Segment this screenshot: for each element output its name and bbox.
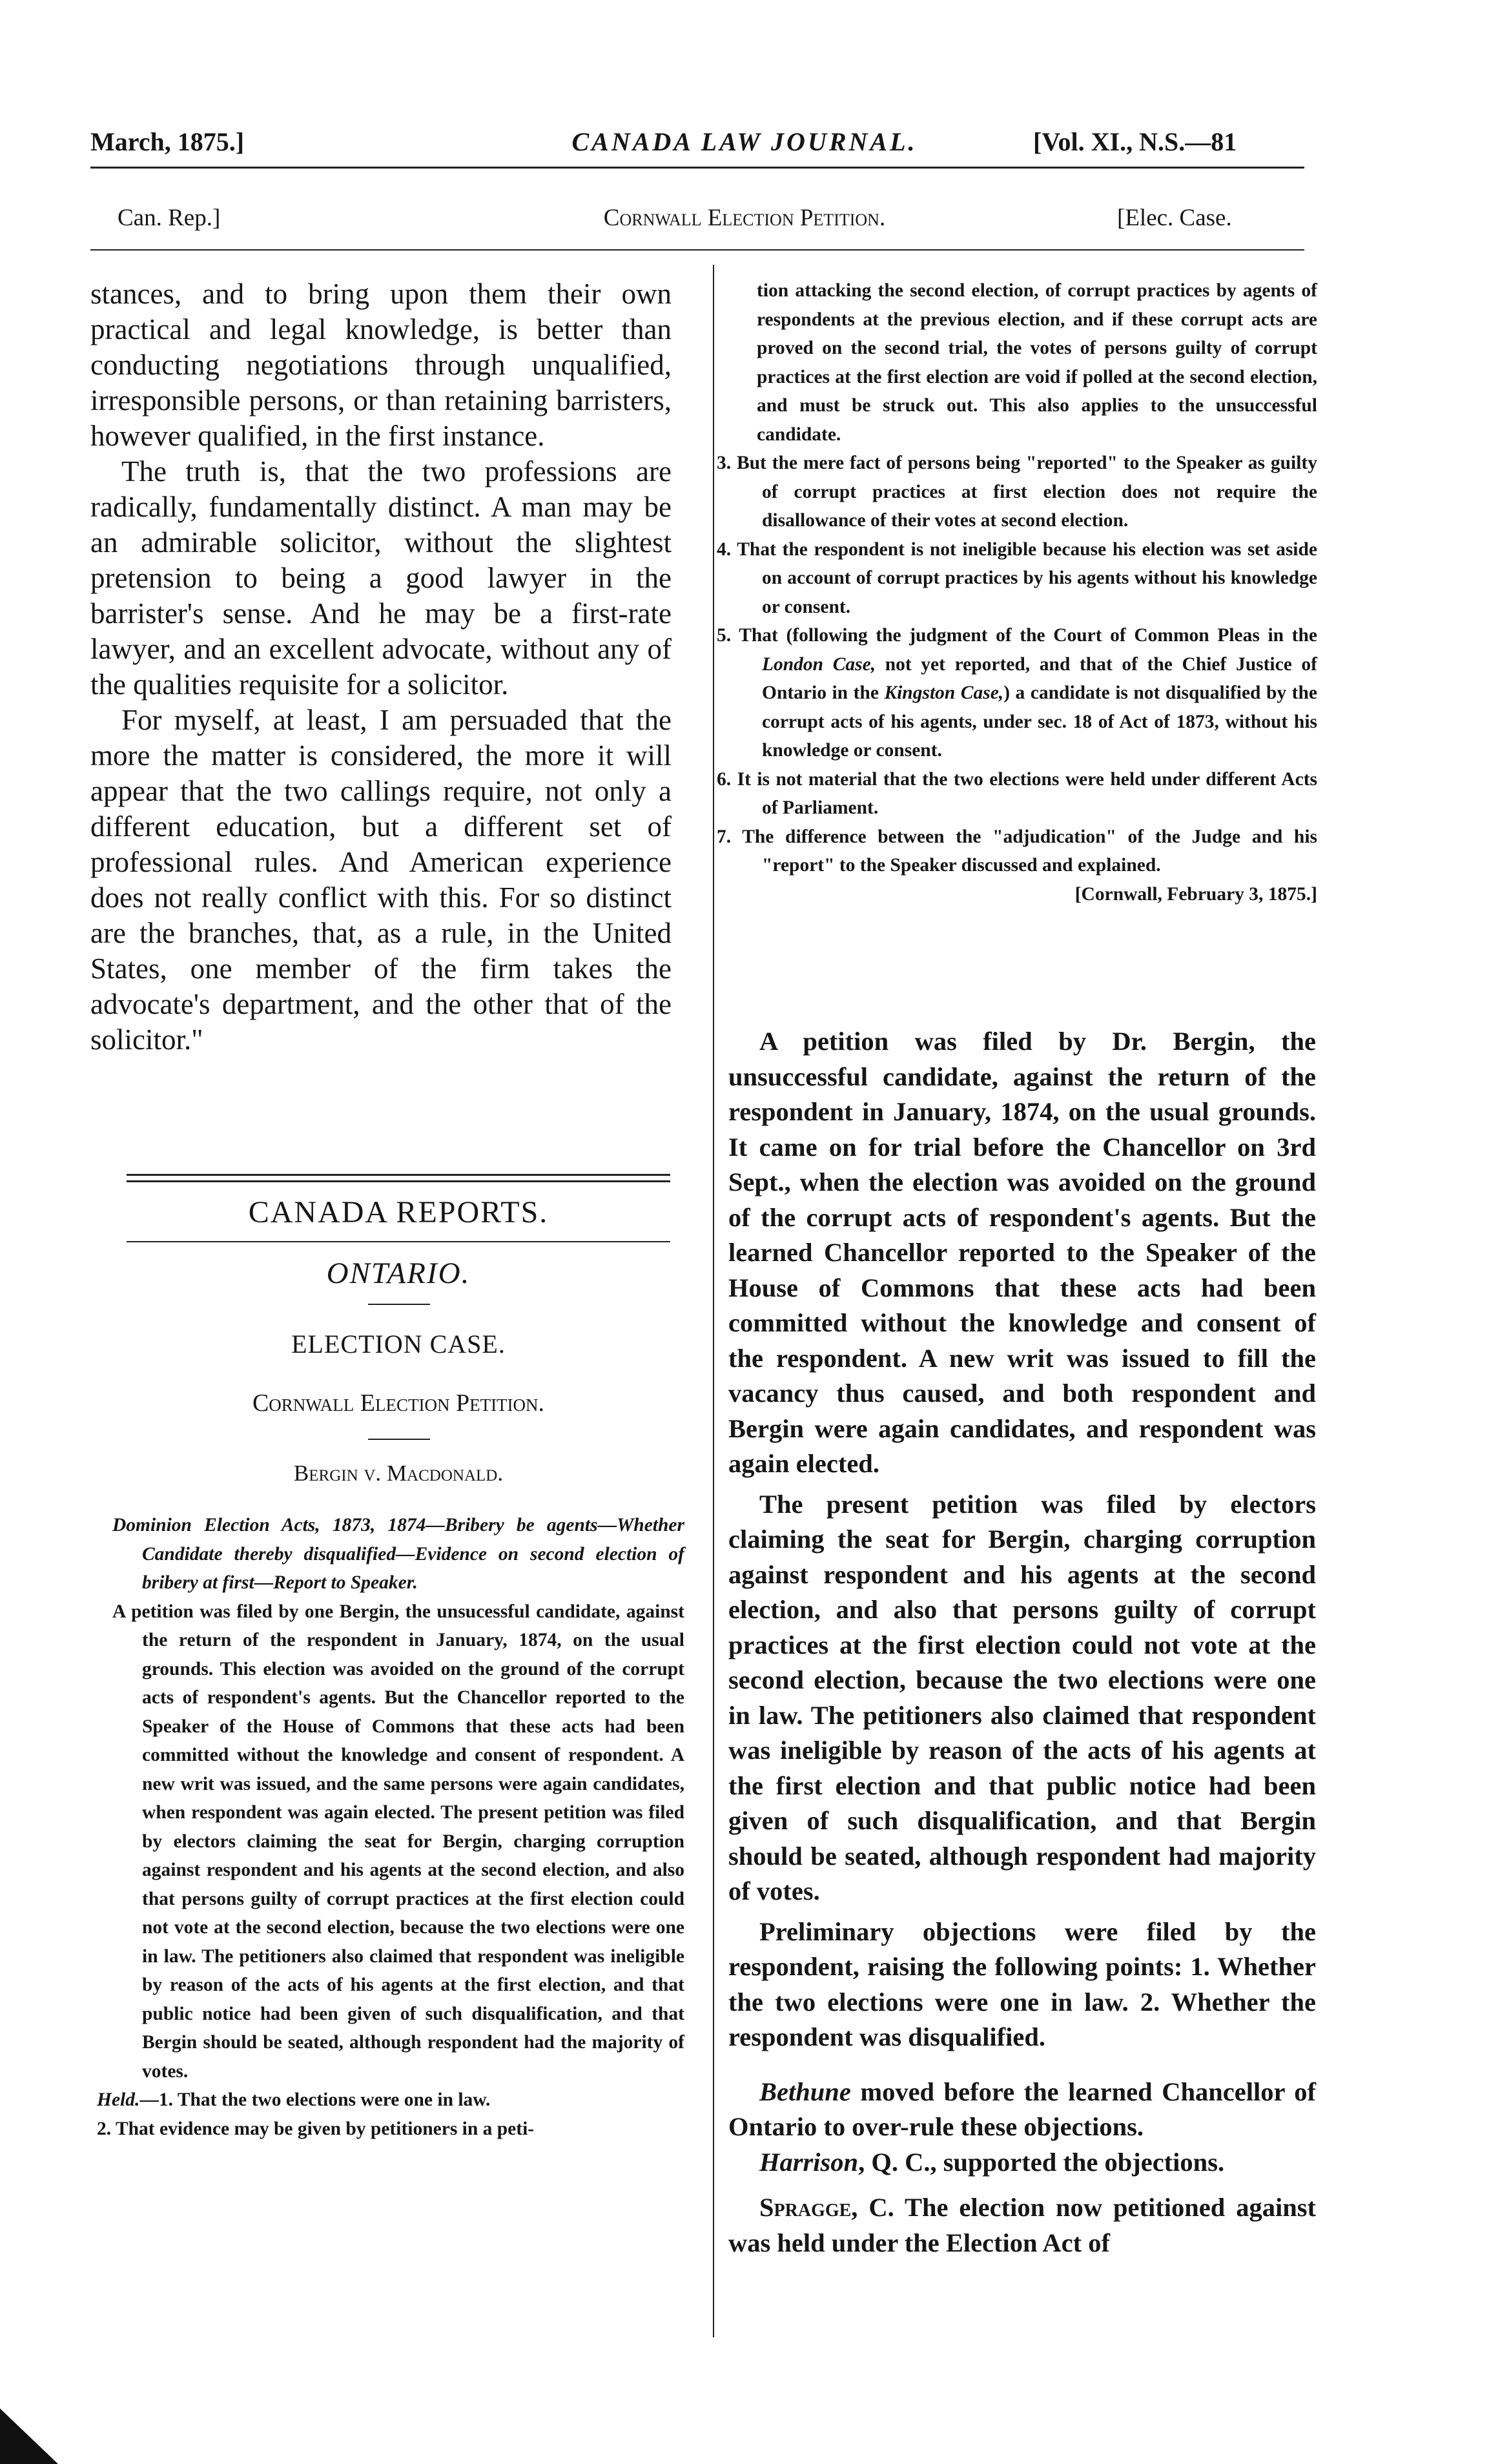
bethune-text: moved before the learned Chancellor of Ontario to over-rule these objections.	[728, 2077, 1316, 2141]
double-rule-top	[127, 1174, 670, 1176]
headnote	[97, 1511, 684, 2143]
running-header-journal: CANADA LAW JOURNAL.	[571, 127, 918, 156]
held-5-london: London Case,	[762, 653, 876, 675]
held-point-3: 3. But the mere fact of persons being "reported" to the Speaker as guilty of corrupt practices at first election does not require the disallowance of their votes at second election.	[717, 453, 1317, 531]
parties-line: Bergin v. Macdonald.	[293, 1461, 504, 1486]
held-point-5	[717, 621, 1317, 765]
right-column-body	[728, 1024, 1316, 2261]
held-point-7: 7. The difference between the "adjudication" of the Judge and his "report" to the Speaker discussed and explained.	[717, 826, 1317, 876]
section-header-left: Can. Rep.]	[118, 205, 221, 231]
held-5-part-a: 5. That (following the judgment of the Court of Common Pleas in the	[717, 625, 1317, 646]
left-paragraph-3: For myself, at least, I am persuaded that the more the matter is considered, the more it will appear that the two callings require, not only a different education, but a different set of professional rules. And American experience does not really conflict with this. For so distinct are the branches, that, as a rule, in the United States, one member of the firm takes the advocate's department, and the other that of the solicitor."	[90, 704, 672, 1056]
harrison-name: Harrison	[759, 2147, 859, 2177]
held-5-kingston: Kingston Case,	[884, 683, 1004, 703]
section-header-right: [Elec. Case.	[1117, 205, 1232, 231]
held-point-1	[97, 2086, 684, 2115]
left-opening-paragraph: stances, and to bring upon them their own practical and legal knowledge, is better than conducting negotiations through unqualified, irresponsible persons, or than retaining barristers, however qualified, in the first instance.	[90, 278, 672, 452]
header-rule	[90, 167, 1304, 169]
held-point-4: 4. That the respondent is not ineligible because his election was set aside on account of corrupt practices by his agents without his knowledge or consent.	[717, 539, 1317, 617]
held-label: Held.	[97, 2089, 140, 2110]
running-header-date: March, 1875.]	[90, 127, 245, 156]
ontario-rule	[368, 1304, 430, 1305]
held-1-text: —1. That the two elections were one in law.	[139, 2089, 491, 2110]
section-header-rule	[90, 249, 1304, 251]
column-divider	[713, 265, 714, 2337]
dateline: [Cornwall, February 3, 1875.]	[1074, 883, 1317, 905]
held-point-2-continued: tion attacking the second election, of corrupt practices by agents of respondents at the previous election, and if these corrupt acts are proved on the second trial, the votes of persons guilty of corrupt practices at the first election are void if polled at the second election, and must be struck out. This also applies to the unsuccessful candidate.	[757, 280, 1317, 445]
canada-reports-rule	[127, 1241, 670, 1242]
spragge-name: Spragge, C.	[759, 2193, 894, 2222]
spragge-text: The election now petitioned against was held under the Election Act of	[728, 2193, 1316, 2257]
held-point-2-start: 2. That evidence may be given by petitioners in a peti-	[97, 2118, 535, 2139]
bethune-paragraph	[728, 2075, 1316, 2145]
double-rule-bottom	[127, 1180, 670, 1182]
petition-title: Cornwall Election Petition.	[252, 1390, 545, 1417]
section-header-center: Cornwall Election Petition.	[603, 205, 886, 231]
headnote-summary: A petition was filed by one Bergin, the unsucessful candidate, against the return of the respondent in January, 1874, on the usual grounds. This election was avoided on the ground of the corrupt acts of respondent's agents. But the Chancellor reported to the Speaker of the House of Commons that these acts had been committed without the knowledge and consent of respondent. A new writ was issued, and the same persons were again candidates, when respondent was again elected. The present petition was filed by electors claiming the seat for Bergin, charging corruption against respondent and his agents at the second election, and also that persons guilty of corrupt practices at the first election could not vote at the second election, because the two elections were one in law. The petitioners also claimed that respondent was ineligible by reason of the acts of his agents at the first election, and that public notice had been given of such disqualification, and that Bergin should be seated, although respondent had the majority of votes.	[112, 1601, 684, 2082]
scan-edge-mark	[0, 2408, 58, 2464]
spragge-paragraph	[728, 2190, 1316, 2261]
held-point-6: 6. It is not material that the two elections were held under different Acts of Parliament.	[717, 768, 1317, 818]
right-paragraph-2: The present petition was filed by electors claiming the seat for Bergin, charging corruption against respondent and his agents at the second election, and also that persons guilty of corrupt practices at the first election could not vote at the second election, because the two elections were one in law. The petitioners also claimed that respondent was ineligible by reason of the acts of his agents at the first election and that public notice had been given of such disqualification, and that Bergin should be seated, although respondent had majority of votes.	[728, 1489, 1316, 1905]
ontario-heading: ONTARIO.	[326, 1257, 471, 1290]
held-5-part-b: not yet reported, and that of the Chief Justice of Ontario in the	[762, 653, 1317, 703]
canada-reports-heading: CANADA REPORTS.	[248, 1195, 549, 1229]
running-header-volume: [Vol. XI., N.S.—81	[1033, 127, 1237, 156]
held-5-part-c: ) a candidate is not disqualified by the corrupt acts of his agents, under sec. 18 of Act of 1873, without his knowledge or consent.	[762, 683, 1317, 761]
harrison-paragraph	[728, 2145, 1316, 2181]
election-case-heading: ELECTION CASE.	[291, 1330, 506, 1359]
right-column-headnotes	[717, 276, 1317, 909]
petition-rule	[368, 1439, 430, 1440]
headnote-catchwords: Dominion Election Acts, 1873, 1874—Bribery be agents—Whether Candidate thereby disqualified—Evidence on second election of bribery at first—Report to Speaker.	[112, 1515, 684, 1593]
harrison-text: , Q. C., supported the objections.	[858, 2147, 1225, 2177]
right-paragraph-1: A petition was filed by Dr. Bergin, the unsuccessful candidate, against the return of the respondent in January, 1874, on the usual grounds. It came on for trial before the Chancellor on 3rd Sept., when the election was avoided on the ground of the corrupt acts of respondent's agents. But the learned Chancellor reported to the Speaker of the House of Commons that these acts had been committed without the knowledge and consent of the respondent. A new writ was issued to fill the vacancy thus caused, and both respondent and Bergin were again candidates, and respondent was again elected.	[728, 1027, 1316, 1478]
bethune-name: Bethune	[759, 2077, 851, 2106]
left-paragraph-2: The truth is, that the two professions are radically, fundamentally distinct. A man may be an admirable solicitor, without the slightest pretension to being a good lawyer in the barrister's sense. And he may be a first-rate lawyer, and an excellent advocate, without any of the qualities requisite for a solicitor.	[90, 455, 672, 701]
left-column	[90, 276, 672, 1058]
right-paragraph-3: Preliminary objections were filed by the respondent, raising the following points: 1. Whether the two elections were one in law. 2. Whether the respondent was disqualified.	[728, 1916, 1316, 2051]
